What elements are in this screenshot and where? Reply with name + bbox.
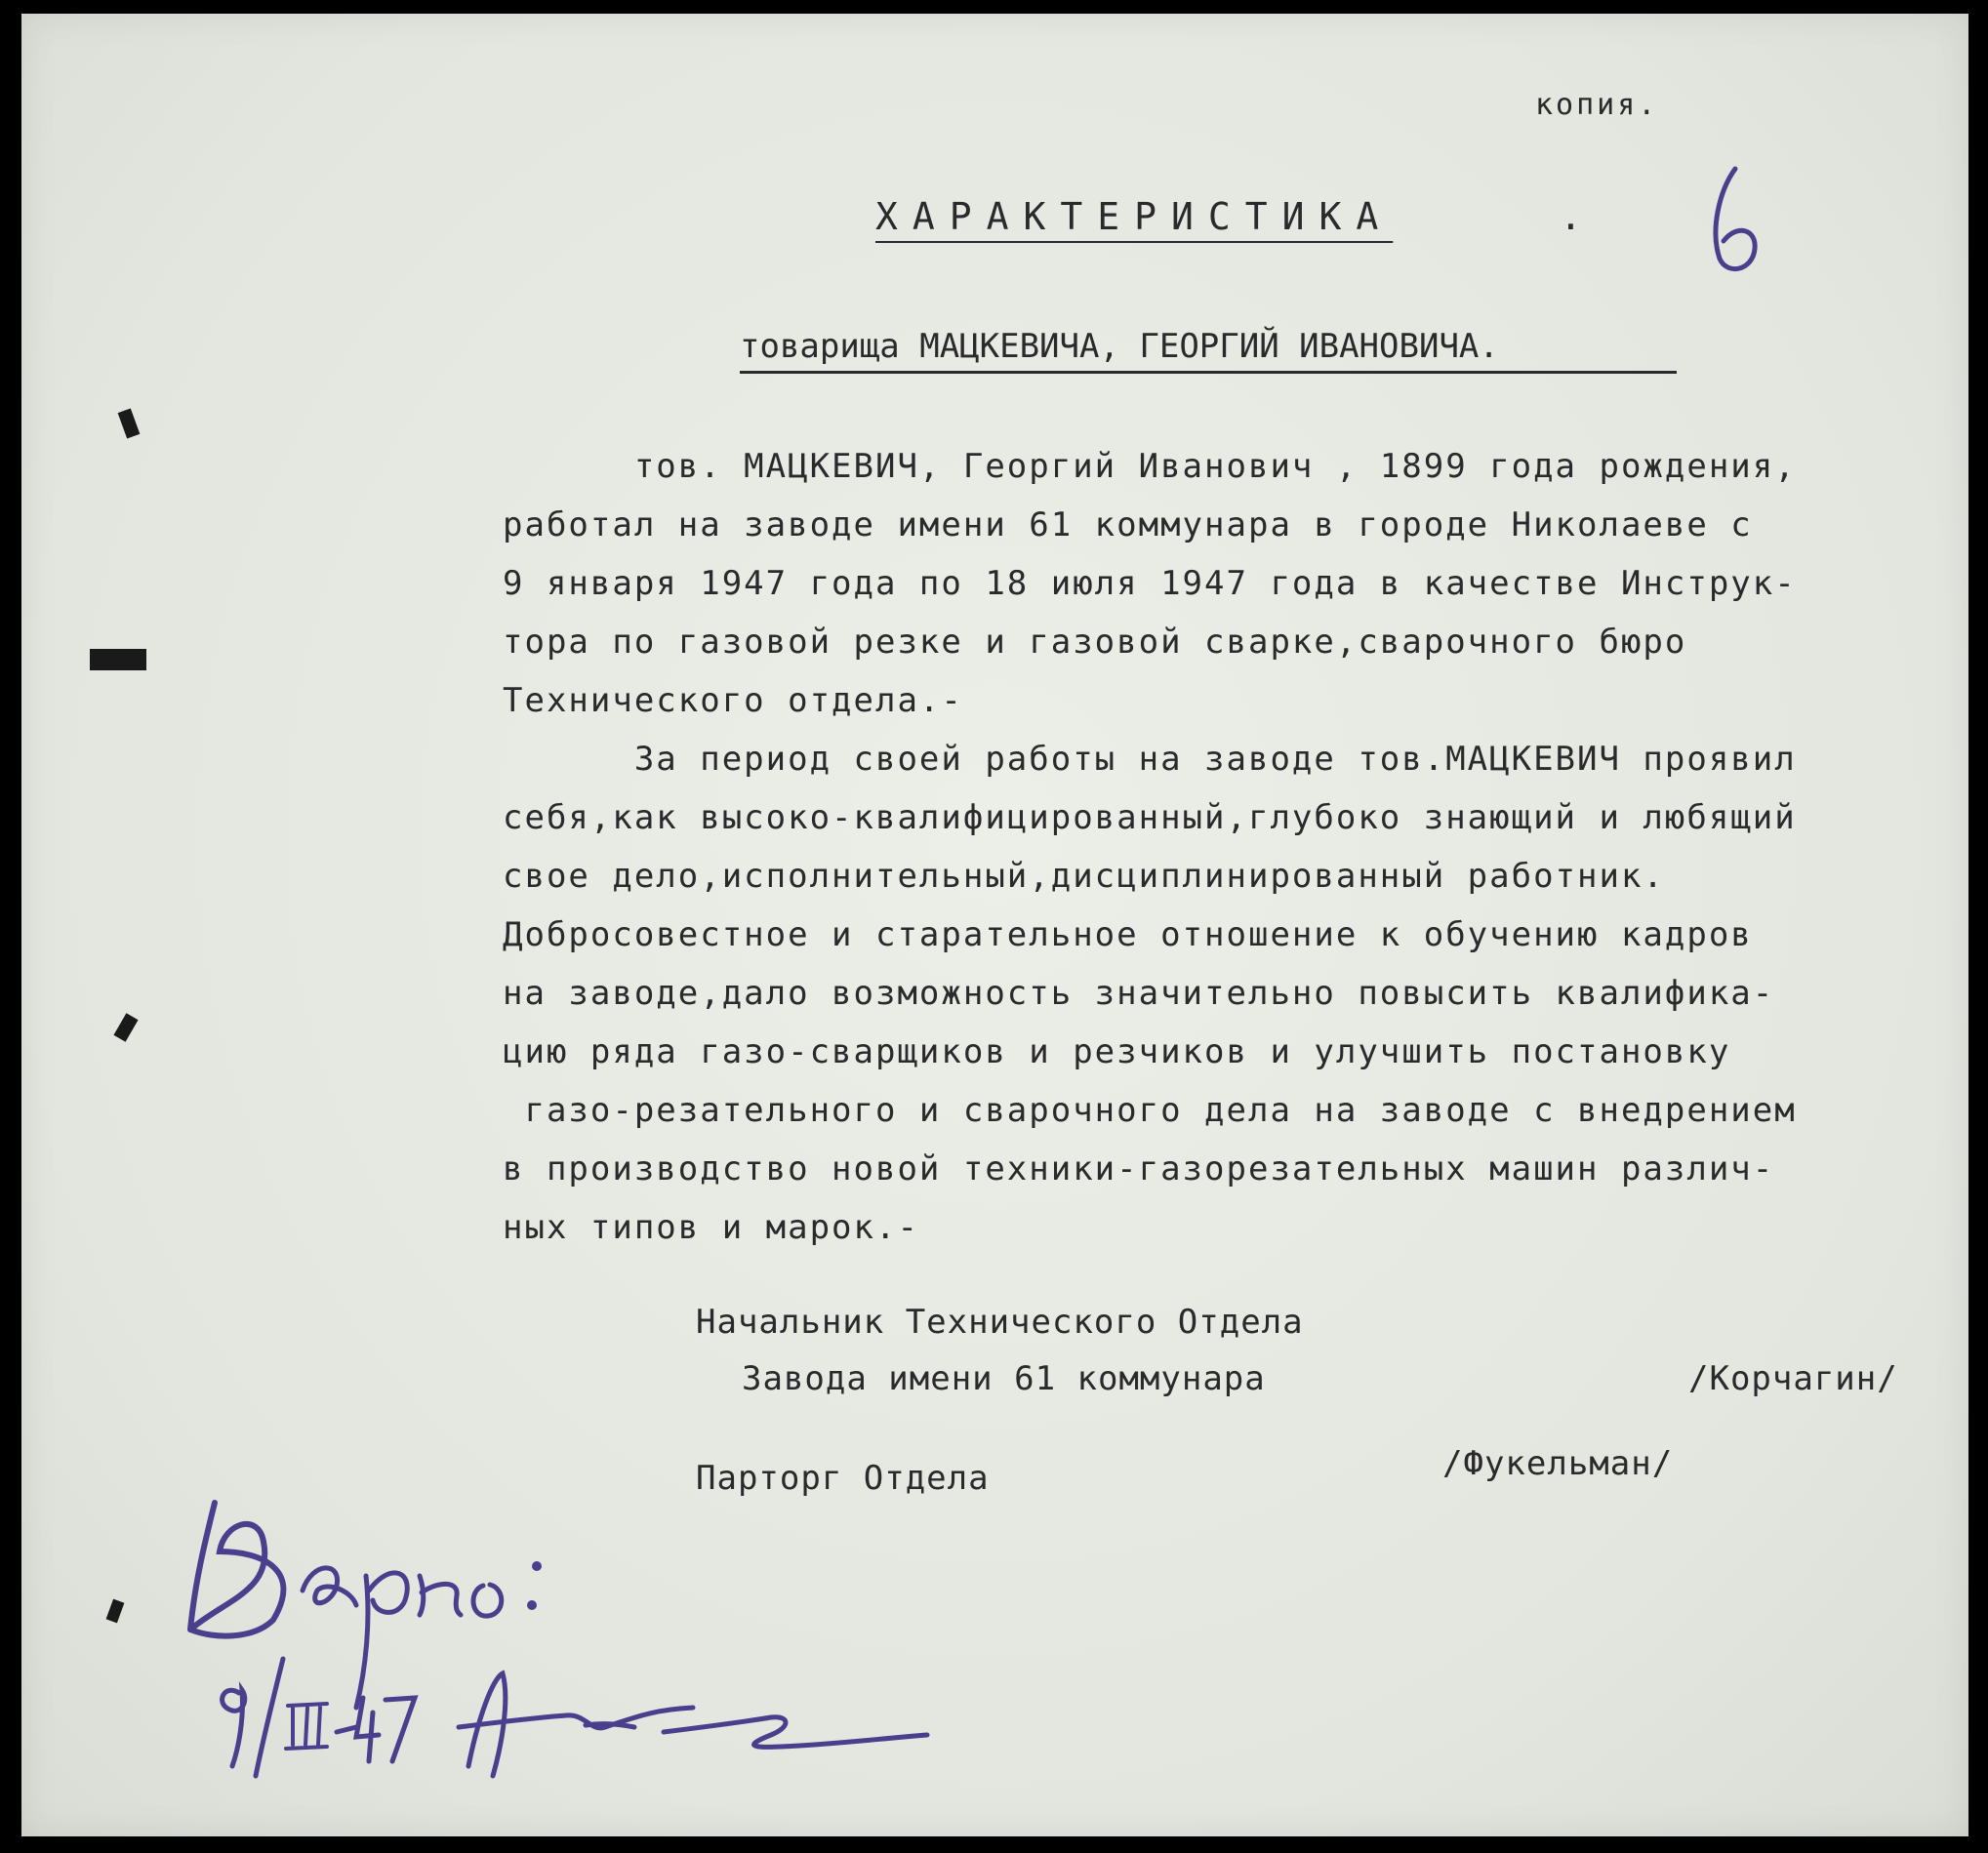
body-line: свое дело,исполнительный,дисциплинированный работник.	[503, 857, 1665, 896]
subject-underline	[740, 371, 1677, 374]
body-line: работал на заводе имени 61 коммунара в городе Николаеве с	[503, 505, 1753, 544]
document-title: ХАРАКТЕРИСТИКА	[875, 195, 1394, 238]
body-line: тора по газовой резке и газовой сварке,сварочного бюро	[503, 623, 1687, 662]
body-line: Добросовестное и старательное отношение к обучению кадров	[503, 915, 1753, 954]
handwritten-certification	[146, 1483, 1025, 1815]
body-line: 9 января 1947 года по 18 июля 1947 года в качестве Инструк-	[503, 564, 1797, 603]
body-line: в производство новой техники-газорезательных машин различ-	[503, 1149, 1775, 1188]
page-number-handwritten	[1698, 161, 1776, 278]
body-line: За период своей работы на заводе тов.МАЦКЕВИЧ проявил	[503, 740, 1797, 779]
body-line: газо-резательного и сварочного дела на заводе с внедрением	[503, 1091, 1797, 1130]
partorg-title: Парторг Отдела	[696, 1459, 990, 1498]
certification-date	[223, 1659, 415, 1776]
body-line: ных типов и марок.-	[503, 1208, 919, 1247]
body-line: себя,как высоко-квалифицированный,глубоко знающий и любящий	[503, 798, 1797, 837]
chief-title-line2: Завода имени 61 коммунара	[742, 1359, 1266, 1398]
chief-title-line1: Начальник Технического Отдела	[696, 1303, 1304, 1342]
body-line: на заводе,дало возможность значительно повысить квалифика-	[503, 974, 1775, 1013]
chief-name: /Корчагин/	[1688, 1359, 1898, 1398]
body-line: цию ряда газо-сварщиков и резчиков и улучшить постановку	[503, 1032, 1731, 1071]
partorg-name: /Фукельман/	[1442, 1444, 1674, 1483]
document-subject: товарища МАЦКЕВИЧА, ГЕОРГИЙ ИВАНОВИЧА.	[740, 327, 1499, 366]
copy-mark: копия.	[1535, 88, 1659, 122]
body-line: тов. МАЦКЕВИЧ, Георгий Иванович , 1899 года рождения,	[503, 447, 1797, 486]
margin-mark	[90, 649, 146, 670]
document-title-period: .	[1560, 195, 1583, 238]
body-line: Технического отдела.-	[503, 681, 963, 720]
